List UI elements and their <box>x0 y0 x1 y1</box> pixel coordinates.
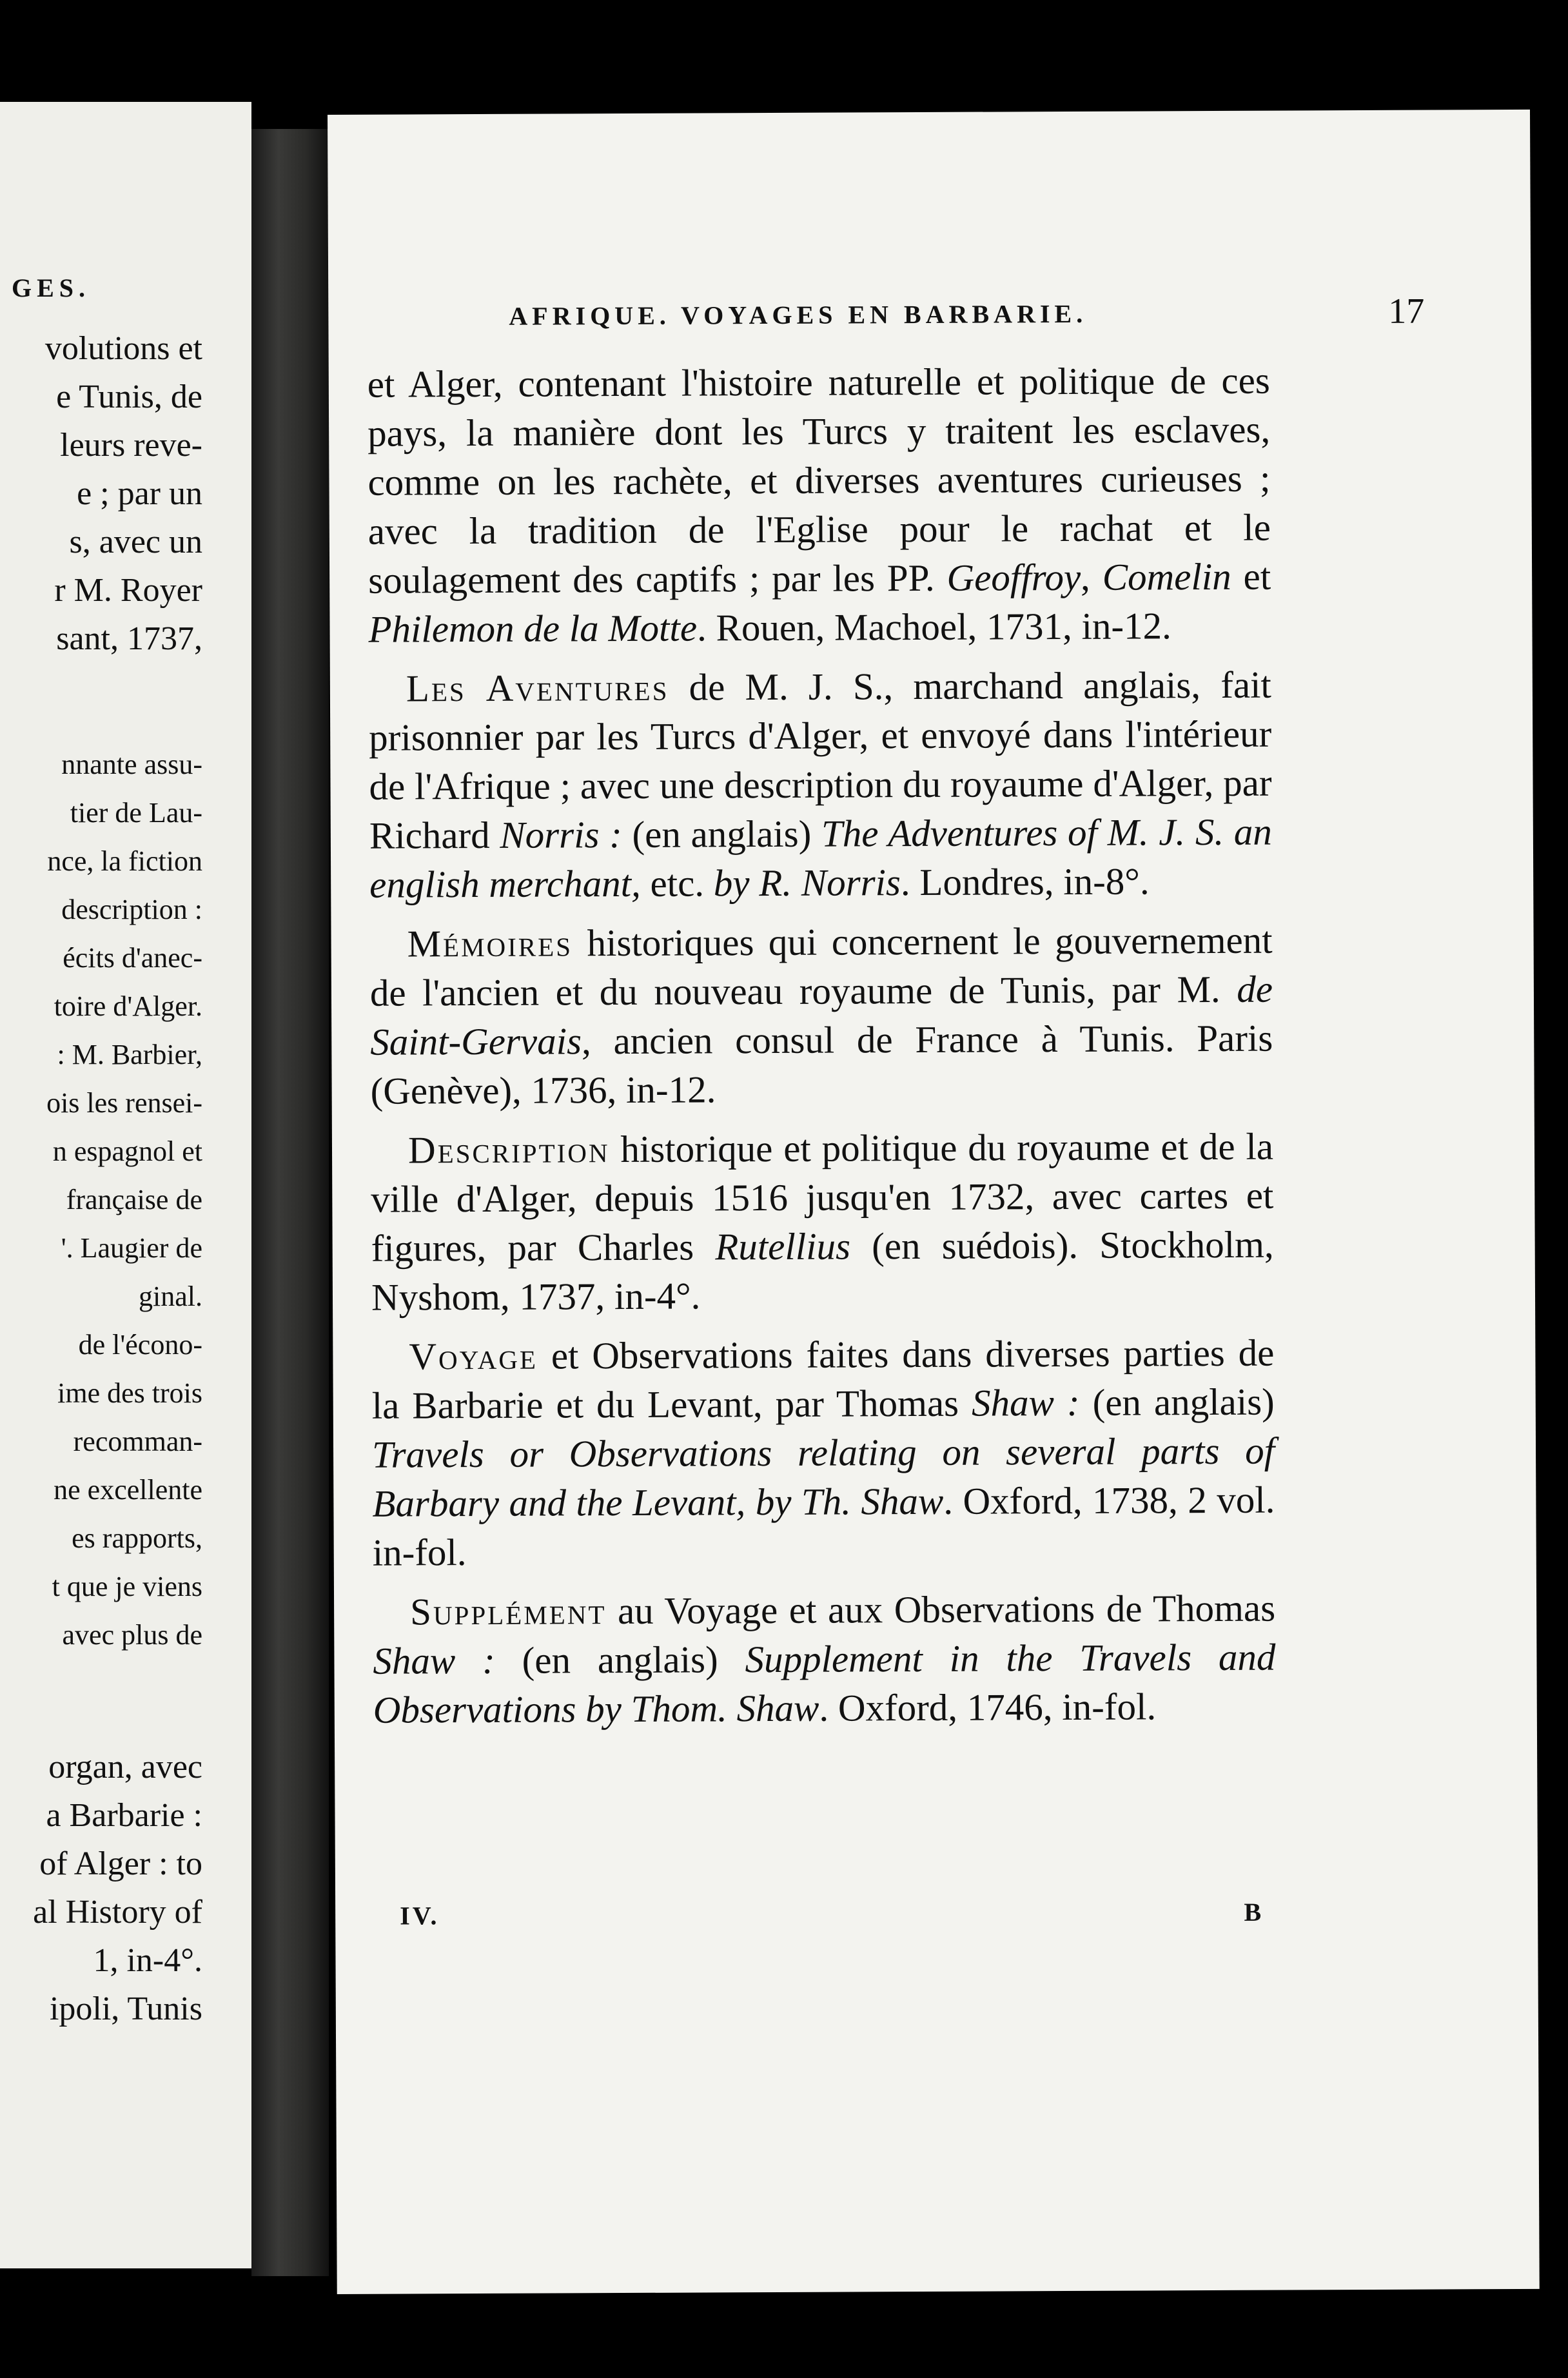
entry-text: et <box>1231 555 1271 598</box>
bibliography-entry <box>371 1122 1274 1322</box>
bibliography-text <box>368 356 1276 1745</box>
italic-text: The Adventures of M. J. S. an english merchant, <box>369 810 1272 906</box>
italic-text: by R. Norris <box>713 861 901 905</box>
entry-heading: Supplément <box>409 1589 607 1633</box>
italic-text: Shaw : <box>971 1381 1080 1424</box>
entry-text: et Alger, contenant l'histoire naturelle et politique de ces pays, la manière dont les Turcs y traitent les esclaves, comme on les rachète, et diverses aventures curieuses ; avec la tradition de l'Eglise pour le rachat et le soulagement des captifs ; par les PP. <box>367 359 1271 602</box>
bibliography-entry <box>369 660 1273 909</box>
previous-page-line: sant, 1737, <box>56 620 202 657</box>
previous-page-line: de l'écono- <box>78 1329 202 1361</box>
previous-page-line: leurs reve- <box>60 427 202 464</box>
entry-heading: Voyage <box>409 1334 538 1378</box>
italic-text: Comelin <box>1102 555 1231 598</box>
entry-text: . Oxford, 1746, in-fol. <box>819 1685 1157 1729</box>
running-head <box>509 291 1425 353</box>
entry-text: . Londres, in-8°. <box>900 860 1150 904</box>
italic-text: Geoffroy <box>946 555 1081 599</box>
book-gutter <box>251 129 329 2276</box>
previous-page-line: '. Laugier de <box>61 1232 202 1264</box>
entry-text: (en anglais) <box>622 812 822 856</box>
italic-text: Philemon de la Motte <box>368 606 698 651</box>
previous-page-text <box>0 324 202 2033</box>
bibliography-entry <box>371 1328 1275 1577</box>
entry-heading: Les Aventures <box>406 665 669 710</box>
entry-text: (en suédois). Stockholm, Nyshom, 1737, in-4°. <box>371 1223 1274 1319</box>
previous-page-running-title: GES. <box>12 273 91 302</box>
bibliography-entry <box>369 916 1273 1115</box>
entry-text: de M. J. S., marchand anglais, fait prisonnier par les Turcs d'Alger, et envoyé dans l'intérieur de l'Afrique ; avec une description du royaume d'Alger, par Richard <box>369 663 1272 857</box>
previous-page-line: description : <box>61 894 202 925</box>
entry-text: et Observations faites dans diverses parties de la Barbarie et du Levant, par Thomas <box>371 1331 1275 1427</box>
running-title: AFRIQUE. VOYAGES EN BARBARIE. <box>509 299 1088 331</box>
previous-page-line: ne excellente <box>54 1474 202 1506</box>
printer-signature <box>400 1897 1264 1946</box>
previous-page-line: ime des trois <box>57 1377 202 1409</box>
entry-heading: Description <box>407 1128 610 1172</box>
current-page <box>328 110 1540 2294</box>
previous-page-line: e ; par un <box>77 475 202 512</box>
page-number: 17 <box>1388 291 1425 331</box>
entry-heading: Mémoires <box>407 921 573 965</box>
entry-text: historiques qui concernent le gouvernement de l'ancien et du nouveau royaume de Tunis, par M. <box>369 918 1273 1014</box>
previous-page-line: t que je viens <box>52 1571 202 1602</box>
previous-page-line: ipoli, Tunis <box>49 1990 202 2027</box>
entry-text: . Rouen, Machoel, 1731, in-12. <box>696 604 1171 649</box>
previous-page-line: ois les rensei- <box>46 1087 202 1119</box>
entry-text: , <box>1080 555 1102 598</box>
entry-text: au Voyage et aux Observations de Thomas <box>606 1586 1276 1633</box>
entry-text: (en anglais) <box>495 1638 745 1682</box>
signature-letter: B <box>1244 1897 1264 1927</box>
previous-page-line: toire d'Alger. <box>54 990 202 1022</box>
previous-page-line: tier de Lau- <box>70 797 202 829</box>
previous-page <box>0 102 251 2268</box>
previous-page-line: 1, in-4°. <box>93 1942 202 1979</box>
previous-page-line: nce, la fiction <box>47 845 202 877</box>
previous-page-line: of Alger : to <box>39 1845 202 1882</box>
entry-text: (en anglais) <box>1079 1380 1275 1424</box>
previous-page-line: avec plus de <box>62 1619 202 1651</box>
previous-page-line: recomman- <box>73 1426 202 1457</box>
previous-page-line: s, avec un <box>69 524 202 560</box>
bibliography-entry <box>373 1584 1276 1734</box>
italic-text: Rutellius <box>715 1224 851 1268</box>
italic-text: Supplement in the Travels and Observations by Thom. Shaw <box>373 1635 1276 1731</box>
bibliography-entry <box>368 356 1271 654</box>
signature-roman: IV. <box>400 1901 440 1931</box>
previous-page-line: française de <box>66 1184 202 1215</box>
previous-page-line: a Barbarie : <box>46 1797 202 1834</box>
previous-page-line: al History of <box>33 1894 202 1931</box>
italic-text: Shaw : <box>373 1638 495 1682</box>
previous-page-line: organ, avec <box>48 1749 202 1785</box>
entry-text: , ancien consul de France à Tunis. Paris (Genève), 1736, in-12. <box>370 1016 1273 1112</box>
previous-page-line: es rapports, <box>72 1522 202 1554</box>
previous-page-line: r M. Royer <box>54 572 202 609</box>
previous-page-line: e Tunis, de <box>56 378 202 415</box>
entry-text: . Oxford, 1738, 2 vol. in-fol. <box>372 1478 1275 1574</box>
entry-text: etc. <box>640 861 714 905</box>
italic-text: de Saint-Gervais <box>370 967 1273 1063</box>
previous-page-line: écits d'anec- <box>63 942 202 974</box>
previous-page-line: ginal. <box>139 1281 202 1312</box>
previous-page-line: n espagnol et <box>52 1135 202 1167</box>
previous-page-line: nnante assu- <box>61 749 202 780</box>
italic-text: Norris : <box>500 813 622 856</box>
entry-text: historique et politique du royaume et de la ville d'Alger, depuis 1516 jusqu'en 1732, avec cartes et figures, par Charles <box>371 1125 1274 1270</box>
previous-page-line: volutions et <box>44 330 202 367</box>
previous-page-line: : M. Barbier, <box>57 1039 202 1070</box>
italic-text: Travels or Observations relating on several parts of Barbary and the Levant, by Th. Shaw <box>371 1429 1275 1525</box>
